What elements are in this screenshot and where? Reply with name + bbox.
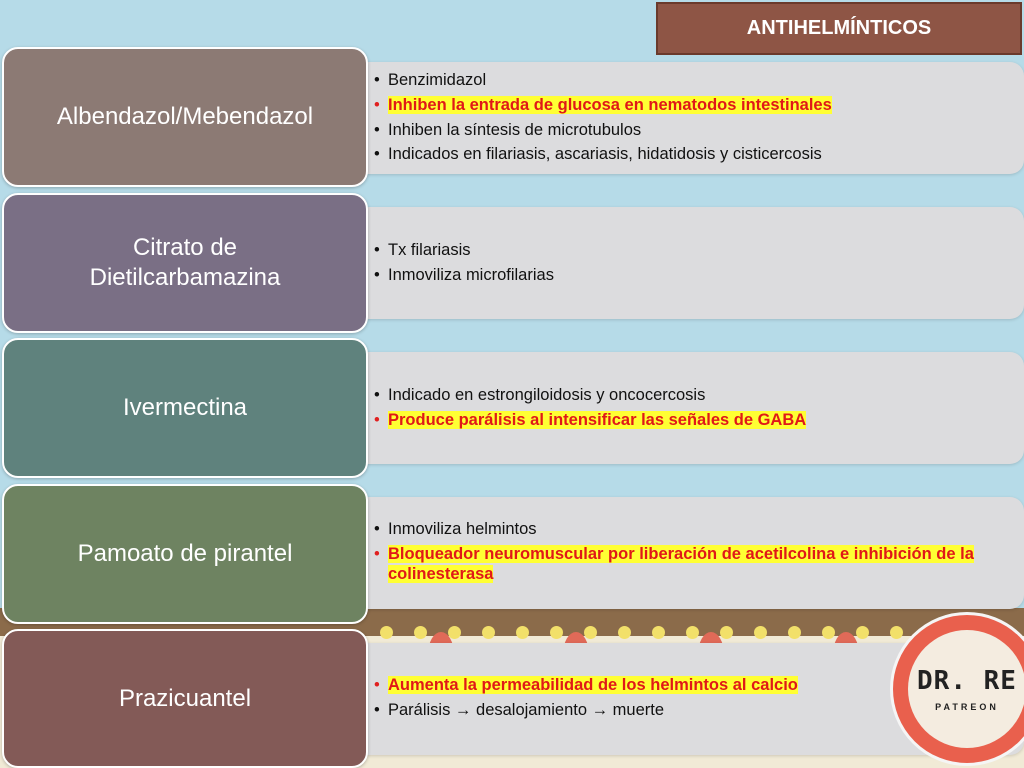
decorative-dot bbox=[822, 626, 835, 639]
bullet-item: • Tx filariasis bbox=[374, 241, 994, 261]
decorative-dot bbox=[856, 626, 869, 639]
drug-name-label: Prazicuantel bbox=[2, 629, 368, 768]
drug-bullet-list bbox=[374, 71, 994, 170]
bullet-item: • Benzimidazol bbox=[374, 71, 994, 91]
decorative-dot bbox=[890, 626, 903, 639]
bullet-item: • Indicados en filariasis, ascariasis, hidatidosis y cisticercosis bbox=[374, 145, 994, 165]
decorative-dot bbox=[482, 626, 495, 639]
bullet-item: • Indicado en estrongiloidosis y oncocercosis bbox=[374, 386, 994, 406]
decorative-dot bbox=[788, 626, 801, 639]
decorative-dot bbox=[652, 626, 665, 639]
logo-sub-text: PATREON bbox=[935, 702, 999, 712]
brand-logo-inner bbox=[908, 630, 1024, 748]
decorative-dot bbox=[686, 626, 699, 639]
drug-name-label: Ivermectina bbox=[2, 338, 368, 478]
page-title: ANTIHELMÍNTICOS bbox=[656, 2, 1022, 55]
bullet-item-highlighted: • Bloqueador neuromuscular por liberación de acetilcolina e inhibición de la colinesterasa bbox=[374, 545, 974, 585]
decorative-dot bbox=[754, 626, 767, 639]
drug-name-label: Pamoato de pirantel bbox=[2, 484, 368, 624]
bullet-item-highlighted: • Produce parálisis al intensificar las señales de GABA bbox=[374, 411, 994, 431]
decorative-dot bbox=[380, 626, 393, 639]
decorative-dot bbox=[448, 626, 461, 639]
drug-bullet-list bbox=[374, 520, 974, 589]
bullet-item: • Inhiben la síntesis de microtubulos bbox=[374, 121, 994, 141]
drug-bullet-list bbox=[374, 241, 994, 291]
decorative-dot bbox=[584, 626, 597, 639]
drug-bullet-list bbox=[374, 676, 894, 726]
bullet-item: • Parálisis → desalojamiento → muerte bbox=[374, 701, 894, 721]
bullet-item-highlighted: • Inhiben la entrada de glucosa en nematodos intestinales bbox=[374, 96, 994, 116]
decorative-dot bbox=[550, 626, 563, 639]
decorative-dot bbox=[720, 626, 733, 639]
drug-name-label: Citrato de Dietilcarbamazina bbox=[2, 193, 368, 333]
decorative-dot bbox=[414, 626, 427, 639]
drug-bullet-list bbox=[374, 386, 994, 436]
drug-name-label: Albendazol/Mebendazol bbox=[2, 47, 368, 187]
bullet-item-highlighted: • Aumenta la permeabilidad de los helmintos al calcio bbox=[374, 676, 894, 696]
bullet-item: • Inmoviliza helmintos bbox=[374, 520, 974, 540]
logo-main-text: DR. RE bbox=[917, 666, 1017, 696]
decorative-dot bbox=[516, 626, 529, 639]
decorative-dot bbox=[618, 626, 631, 639]
bullet-item: • Inmoviliza microfilarias bbox=[374, 266, 994, 286]
